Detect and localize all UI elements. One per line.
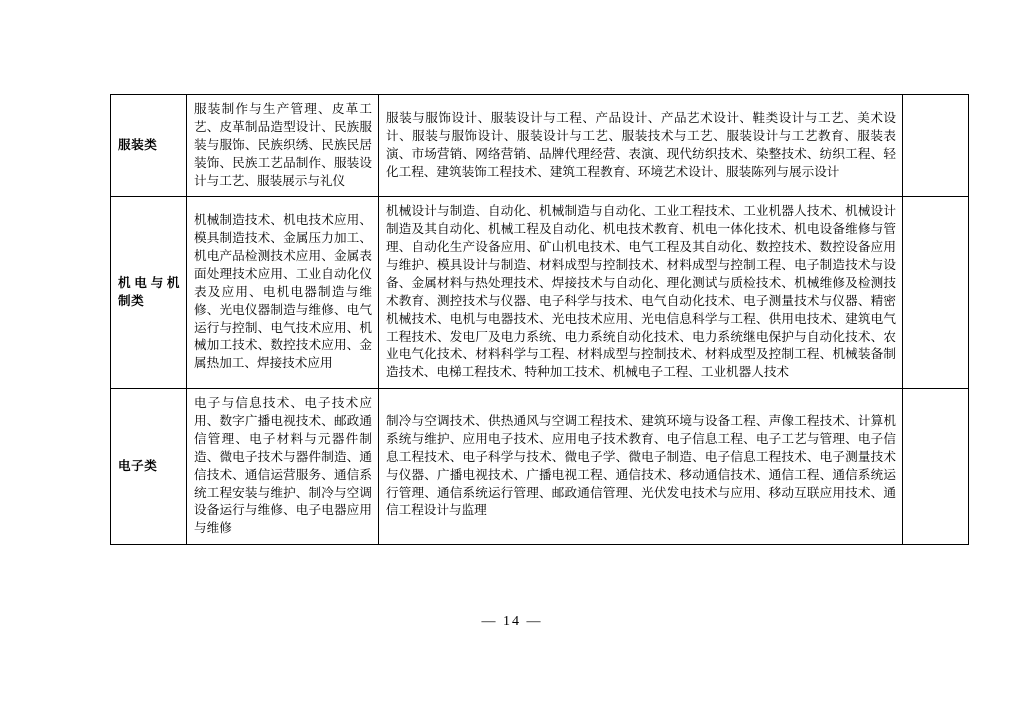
page-number: — 14 — <box>481 614 543 629</box>
majors-table <box>110 94 969 545</box>
remark-cell <box>903 95 969 197</box>
category-cell <box>111 197 187 389</box>
higher-majors-cell: 机械设计与制造、自动化、机械制造与自动化、工业工程技术、工业机器人技术、机械设计制造及其自动化、机械工程及自动化、机电技术教育、机电一体化技术、机电设备维修与管理、自动化生产设备应用、矿山机电技术、电气工程及其自动化、数控技术、数控设备应用与维护、模具设计与制造、材料成型与控制技术、材料成型与控制工程、电子制造技术与设备、金属材料与热处理技术、焊接技术与自动化、理化测试与质检技术、机械维修及检测技术教育、测控技术与仪器、电子科学与技术、电气自动化技术、电子测量技术与仪器、精密机械技术、电机与电器技术、光电技术应用、光电信息科学与工程、供用电技术、建筑电气工程技术、发电厂及电力系统、电力系统自动化技术、电力系统继电保护与自动化技术、农业电气化技术、材料科学与工程、材料成型与控制技术、材料成型及控制工程、机械装备制造技术、电梯工程技术、特种加工技术、机械电子工程、工业机器人技术 <box>379 197 903 389</box>
category-label: 电子类 <box>118 458 158 473</box>
category-cell <box>111 95 187 197</box>
higher-majors-cell: 服装与服饰设计、服装设计与工程、产品设计、产品艺术设计、鞋类设计与工艺、美术设计、服装与服饰设计、服装设计与工艺、服装技术与工艺、服装设计与工艺教育、服装表演、市场营销、网络营销、品牌代理经营、表演、现代纺织技术、染整技术、纺织工程、轻化工程、建筑装饰工程技术、建筑工程教育、环境艺术设计、服装陈列与展示设计 <box>379 95 903 197</box>
category-label: 服装类 <box>118 137 158 152</box>
remark-cell <box>903 197 969 389</box>
table-row <box>111 95 969 197</box>
middle-majors-cell: 机械制造技术、机电技术应用、模具制造技术、金属压力加工、机电产品检测技术应用、金属表面处理技术应用、工业自动化仪表及应用、电机电器制造与维修、光电仪器制造与维修、电气运行与控制、电气技术应用、机械加工技术、数控技术应用、金属热加工、焊接技术应用 <box>187 197 379 389</box>
remark-cell <box>903 389 969 545</box>
category-label: 机电与机制类 <box>118 275 180 308</box>
table-body <box>111 95 969 545</box>
middle-majors-cell: 服装制作与生产管理、皮革工艺、皮革制品造型设计、民族服装与服饰、民族织绣、民族民居装饰、民族工艺品制作、服装设计与工艺、服装展示与礼仪 <box>187 95 379 197</box>
higher-majors-cell: 制冷与空调技术、供热通风与空调工程技术、建筑环境与设备工程、声像工程技术、计算机系统与维护、应用电子技术、应用电子技术教育、电子信息工程、电子工艺与管理、电子信息工程技术、电子科学与技术、微电子学、微电子制造、电子信息工程技术、电子测量技术与仪器、广播电视技术、广播电视工程、通信技术、移动通信技术、通信工程、通信系统运行管理、通信系统运行管理、邮政通信管理、光伏发电技术与应用、移动互联应用技术、通信工程设计与监理 <box>379 389 903 545</box>
table-row <box>111 389 969 545</box>
category-cell <box>111 389 187 545</box>
middle-majors-cell: 电子与信息技术、电子技术应用、数字广播电视技术、邮政通信管理、电子材料与元器件制造、微电子技术与器件制造、通信技术、通信运营服务、通信系统工程安装与维护、制冷与空调设备运行与维修、电子电器应用与维修 <box>187 389 379 545</box>
table-row <box>111 197 969 389</box>
